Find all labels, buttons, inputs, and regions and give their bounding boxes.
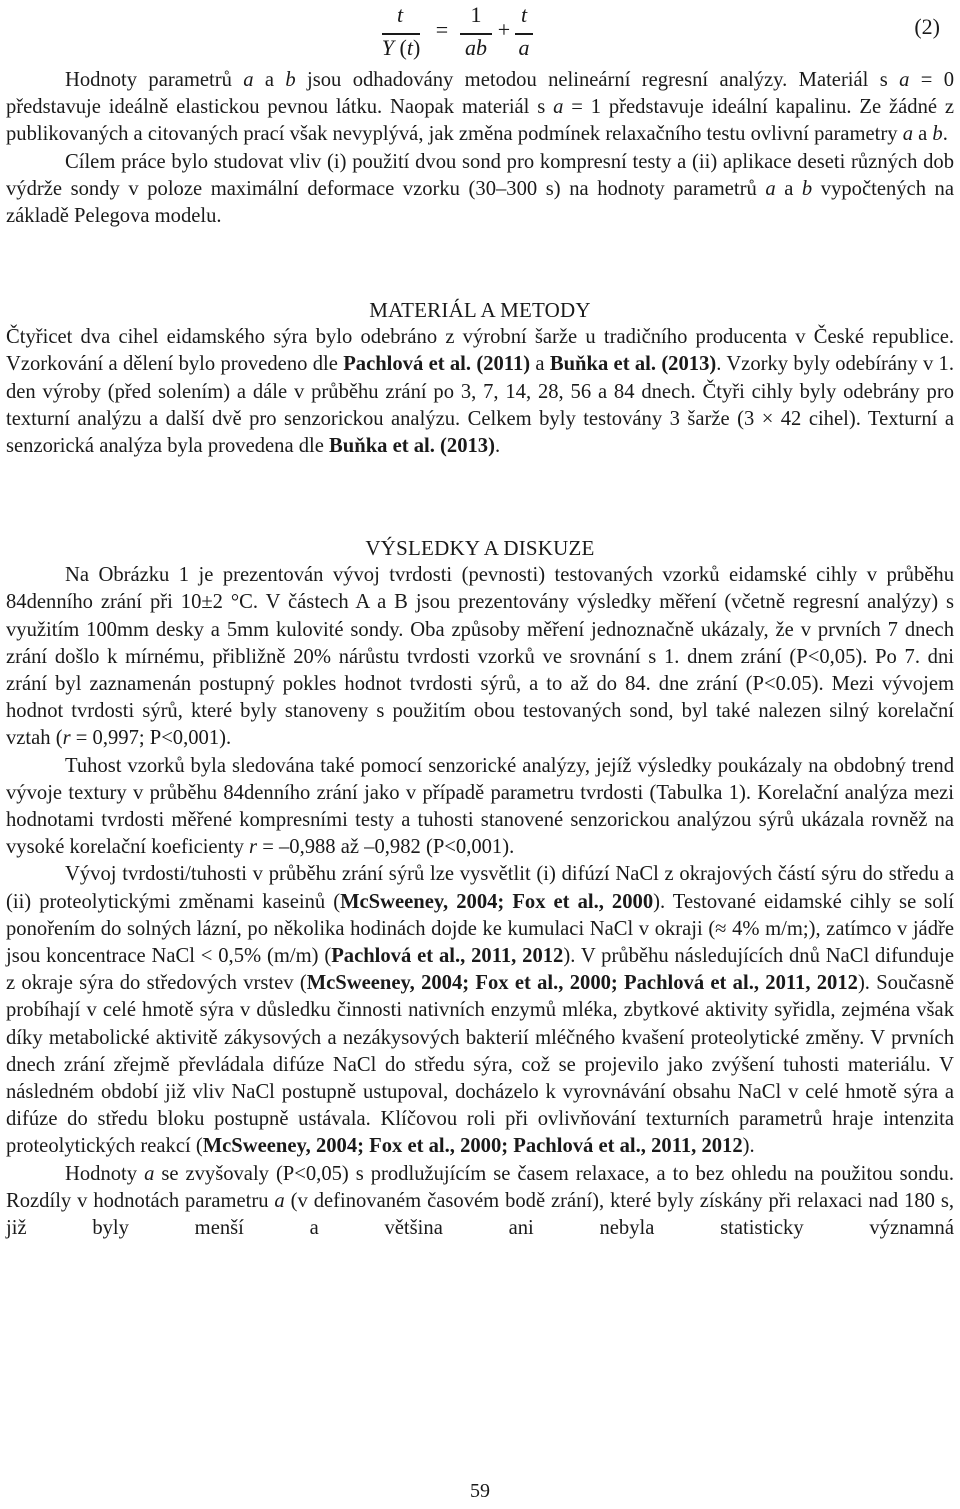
math-symbol: a — [144, 1162, 155, 1185]
text-run: Na Obrázku 1 je prezentován vývoj tvrdosti (pevnosti) testovaných vzorků eidamské cihly v průběhu 84denního zrání při 10±2 °C. V částech A a B jsou prezentovány výsledky měření (včetně regresní analýzy) s využitím 100mm desky a 5mm kulovité sondy. Oba způsoby měření jednoznačně ukázaly, že v prvních 7 dnech zrání došlo k mírnému, přibližně 20% nárůstu tvrdosti vzorků ve srovnání s 1. dnem zrání (P<0,05). Po 7. dni zrání byl zaznamenán postupný pokles hodnot tvrdosti sýrů, a to až do 84. dne zrání (P<0.05). Mezi vývojem hodnot tvrdosti sýrů, které byly stanoveny s použitím obou testovaných sond, byl také nalezen silný korelační vztah ( — [6, 564, 954, 750]
paragraph — [6, 67, 954, 149]
math-symbol: a — [243, 69, 254, 91]
math-symbol: a — [553, 96, 564, 119]
text-run: se zvyšovaly (P<0,05) s prodlužujícím se časem relaxace, a to bez ohledu na použitou sondu. Rozdíly v hodnotách parametru — [6, 1162, 954, 1212]
math-symbol: a — [899, 69, 910, 91]
text-run: Hodnoty — [65, 1162, 145, 1185]
citation: Pachlová et al., 2011, 2012 — [331, 945, 564, 968]
text-run: Cílem práce bylo studovat vliv (i) použití dvou sond pro kompresní testy a (ii) aplikace deseti různých dob výdrže sondy v poloze maximální deformace vzorku (30–300 s) na hodnoty parametrů — [6, 150, 954, 200]
section-heading: MATERIÁL A METODY — [369, 298, 591, 322]
text-run: vypočtených na základě Pelegova modelu. — [6, 177, 954, 228]
eq-frac1-numerator: 1 — [470, 2, 482, 27]
eq-lhs-denominator: Y (t) — [381, 35, 421, 60]
eq-frac2-numerator: t — [520, 2, 528, 27]
citation: Buňka et al. (2013) — [549, 353, 717, 376]
text-run: ). Testované eidamské cihly se solí ponořením do solných lázní, po několika hodinách dojde ke kumulaci NaCl v okraji (≈ 4% m/m;), zatímco v jádře jsou koncentrace NaCl < 0,5% (m/m) ( — [6, 890, 954, 968]
text-run: ). Současně probíhají v celé hmotě sýra v důsledku činnosti nativních enzymů mléka, zbytkové aktivity syřidla, zejména však díky metabolické aktivitě zákysových a nezákysových bakterií mléčného kvašení proteolytické změny. V prvních dnech zrání zřejmě převládala difúze NaCl do středu sýra, což se projevilo jako zvýšení tuhosti materiálu. V následném období již vliv NaCl postupně ustupoval, docházelo k vyrovnávání obsahu NaCl v celé hmotě sýra a difúze do středu bloku postupně ustávala. Klíčovou roli při ovlivňování texturních parametrů hraje intenzita proteolytických reakcí ( — [6, 972, 955, 1158]
text-run: . — [494, 435, 501, 458]
text-run: a — [530, 353, 550, 376]
citation: McSweeney, 2004; Fox et al., 2000; Pachlová et al., 2011, 2012 — [202, 1135, 743, 1158]
eq-lhs-numerator: t — [396, 2, 404, 27]
math-symbol: r — [249, 836, 258, 859]
text-run: Vývoj tvrdosti/tuhosti v průběhu zrání sýrů lze vysvětlit (i) difúzí NaCl z okrajových částí sýru do středu a (ii) proteolytickými změnami kaseinů ( — [6, 863, 954, 913]
citation: Buňka et al. (2013) — [329, 435, 495, 458]
paragraph — [6, 149, 954, 231]
paragraph — [6, 861, 954, 1160]
text-run: Čtyřicet dva cihel eidamského sýra bylo odebráno z výrobní šarže u tradičního producenta v České republice. Vzorkování a dělení bylo provedeno dle — [6, 326, 954, 376]
text-run: Hodnoty parametrů — [65, 69, 244, 91]
equation-peleg — [380, 2, 580, 64]
text-run: jsou odhadovány metodou nelineární regresní analýzy. Materiál s — [295, 69, 900, 91]
paragraph — [6, 562, 954, 752]
intro-section — [6, 67, 954, 230]
text-run: a — [775, 177, 802, 200]
eq-frac1-denominator: ab — [465, 35, 487, 60]
citation: McSweeney, 2004; Fox et al., 2000; Pachlová et al., 2011, 2012 — [306, 972, 858, 995]
math-symbol: b — [801, 177, 813, 200]
text-run: . Vzorky byly odebírány v 1. den výroby (před solením) a dále v průběhu zrání po 3, 7, 14, 28, 56 a 84 dnech. Čtyři cihly byly odebrány pro texturní analýzu a další dvě pro senzorickou analýzu. Celkem byly testovány 3 šarže (3 × 42 cihel). Texturní a senzorická analýza byla provedena dle — [6, 353, 954, 458]
text-run: ). V průběhu následujících dnů NaCl difunduje z okraje sýra do středových vrstev ( — [6, 945, 954, 995]
citation: Pachlová et al. (2011) — [343, 353, 531, 376]
math-symbol: r — [62, 727, 71, 750]
text-run: (v definovaném časovém bodě zrání), které byly získány při relaxaci nad 180 s, již byly menší a většina ani nebyla statisticky významná — [6, 1189, 954, 1240]
text-run: a — [253, 69, 286, 91]
math-symbol: a — [902, 123, 913, 146]
paragraph — [6, 1161, 954, 1243]
text-run: = 0 představuje ideálně elastickou pevnou látku. Naopak materiál s — [6, 69, 954, 119]
math-symbol: b — [932, 123, 943, 146]
text-run: = 0,997; P<0,001). — [70, 727, 232, 750]
eq-plus: + — [497, 17, 511, 42]
text-run: = –0,988 až –0,982 (P<0,001). — [257, 836, 515, 859]
math-symbol: b — [285, 69, 296, 91]
text-run: ). — [742, 1135, 755, 1158]
page-number: 59 — [470, 1480, 490, 1502]
math-symbol: a — [274, 1189, 285, 1212]
eq-equals: = — [435, 17, 449, 42]
citation: McSweeney, 2004; Fox et al., 2000 — [340, 890, 654, 913]
text-run: = 1 představuje ideální kapalinu. Ze žádné z publikovaných a citovaných prací však nevyplývá, jak změna podmínek relaxačního testu ovlivní parametry — [6, 96, 954, 146]
eq-frac2-denominator: a — [518, 35, 530, 60]
section-heading: VÝSLEDKY A DISKUZE — [365, 536, 595, 560]
methods-section — [6, 297, 954, 460]
equation-number: (2) — [914, 14, 940, 39]
text-run: a — [912, 123, 933, 146]
math-symbol: a — [765, 177, 776, 200]
results-section — [6, 535, 954, 1242]
paragraph — [6, 753, 954, 862]
paragraph — [6, 324, 954, 460]
text-run: . — [942, 123, 948, 146]
text-run: Tuhost vzorků byla sledována také pomocí senzorické analýzy, jejíž výsledky poukázaly na obdobný trend vývoje textury v průběhu 84denního zrání jako v případě parametru tvrdosti (Tabulka 1). Korelační analýza mezi hodnotami tvrdosti měřené kompresními testy a tuhosti stanovené senzorickou analýzou sýrů ukázala rovněž na vysoké korelační koeficienty — [6, 754, 954, 859]
